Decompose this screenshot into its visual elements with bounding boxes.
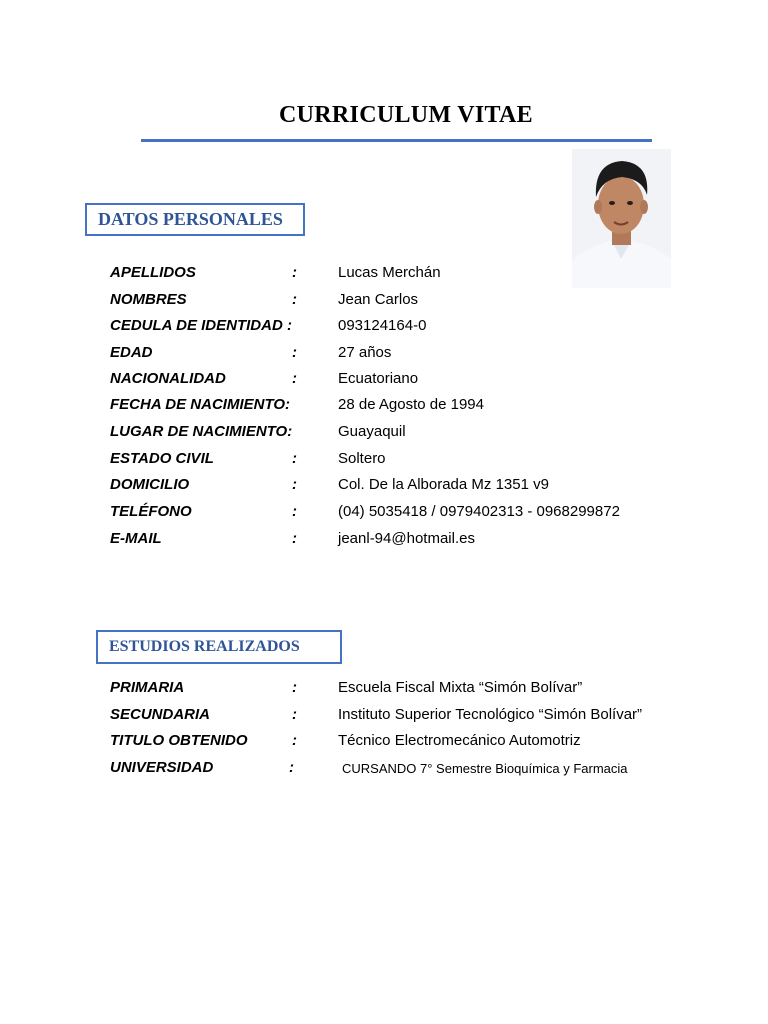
personal-row [0, 503, 768, 525]
field-label: SECUNDARIA [110, 706, 211, 723]
field-value: jeanl-94@hotmail.es [338, 530, 475, 547]
field-colon: : [292, 679, 297, 696]
personal-row [0, 344, 768, 366]
field-value: Col. De la Alborada Mz 1351 v9 [338, 476, 549, 493]
personal-row [0, 530, 768, 552]
field-label: EDAD [110, 344, 153, 361]
studies-row [0, 706, 768, 728]
field-label: DOMICILIO [110, 476, 190, 493]
personal-row [0, 476, 768, 498]
field-colon: : [292, 732, 297, 749]
personal-row [0, 396, 768, 418]
field-colon: : [292, 344, 297, 361]
field-label: APELLIDOS [110, 264, 196, 281]
personal-row [0, 423, 768, 445]
field-colon: : [292, 706, 297, 723]
field-value: CURSANDO 7° Semestre Bioquímica y Farmacia [342, 761, 628, 776]
personal-row [0, 317, 768, 339]
field-value: Escuela Fiscal Mixta “Simón Bolívar” [338, 679, 583, 696]
field-value: Lucas Merchán [338, 264, 441, 281]
field-value: Instituto Superior Tecnológico “Simón Bolívar” [338, 706, 643, 723]
field-label: ESTADO CIVIL [110, 450, 214, 467]
personal-data-heading: DATOS PERSONALES [85, 203, 305, 236]
page-title: CURRICULUM VITAE [279, 102, 533, 128]
field-label: NOMBRES [110, 291, 187, 308]
field-label: CEDULA DE IDENTIDAD : [110, 317, 292, 334]
field-colon: : [292, 450, 297, 467]
field-value: Técnico Electromecánico Automotriz [338, 732, 581, 749]
field-value: Guayaquil [338, 423, 406, 440]
field-colon: : [292, 530, 297, 547]
studies-heading: ESTUDIOS REALIZADOS [96, 630, 342, 664]
field-label: LUGAR DE NACIMIENTO: [110, 423, 293, 440]
personal-row [0, 264, 768, 286]
field-value: Soltero [338, 450, 386, 467]
field-colon: : [292, 503, 297, 520]
title-underline [141, 139, 652, 142]
field-label: TITULO OBTENIDO [110, 732, 248, 749]
field-colon: : [292, 476, 297, 493]
field-colon: : [289, 759, 294, 776]
personal-row [0, 450, 768, 472]
field-label: NACIONALIDAD [110, 370, 226, 387]
field-label: UNIVERSIDAD [110, 759, 214, 776]
studies-row [0, 679, 768, 701]
studies-row [0, 732, 768, 754]
studies-row [0, 759, 768, 781]
field-value: (04) 5035418 / 0979402313 - 0968299872 [338, 503, 620, 520]
field-value: 093124164-0 [338, 317, 427, 334]
field-label: TELÉFONO [110, 503, 192, 520]
field-value: 28 de Agosto de 1994 [338, 396, 484, 413]
field-value: Ecuatoriano [338, 370, 419, 387]
personal-row [0, 291, 768, 313]
field-label: FECHA DE NACIMIENTO: [110, 396, 290, 413]
field-value: 27 años [338, 344, 392, 361]
field-colon: : [292, 291, 297, 308]
field-label: PRIMARIA [110, 679, 185, 696]
field-colon: : [292, 370, 297, 387]
personal-row [0, 370, 768, 392]
field-value: Jean Carlos [338, 291, 419, 308]
field-label: E-MAIL [110, 530, 162, 547]
field-colon: : [292, 264, 297, 281]
